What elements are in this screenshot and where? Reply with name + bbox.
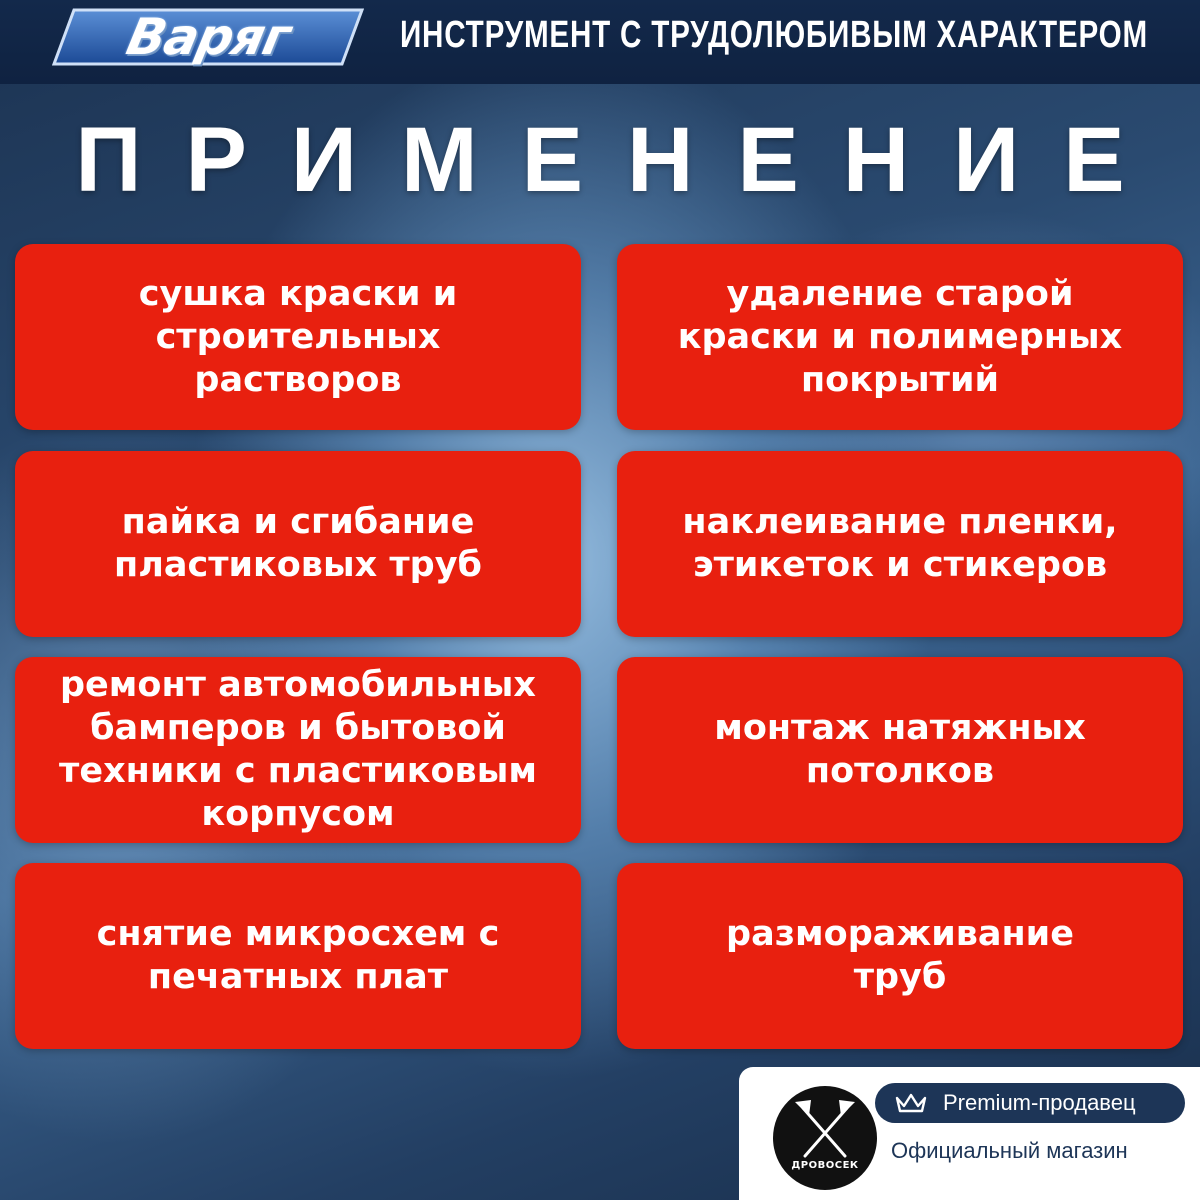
application-card-text: удаление старой краски и полимерных покрытий xyxy=(677,273,1123,400)
header-bar xyxy=(0,0,1200,84)
application-card xyxy=(617,244,1183,430)
logo-text: Варяг xyxy=(121,8,295,66)
application-card-text: наклеивание пленки, этикеток и стикеров xyxy=(682,502,1118,585)
premium-seller-badge xyxy=(875,1083,1185,1123)
premium-label: Premium-продавец xyxy=(943,1090,1136,1115)
application-card xyxy=(15,244,581,430)
page-title: ПРИМЕНЕНИЕ xyxy=(75,109,1169,211)
seller-logo-text: ДРОВОСЕК xyxy=(791,1160,859,1171)
application-card xyxy=(617,657,1183,843)
application-card-text: размораживание труб xyxy=(726,914,1074,997)
application-card-text: монтаж натяжных потолков xyxy=(714,708,1086,791)
application-card-text: снятие микросхем с печатных плат xyxy=(96,914,500,997)
brand-tagline: ИНСТРУМЕНТ С ТРУДОЛЮБИВЫМ ХАРАКТЕРОМ xyxy=(400,14,1148,56)
crown-icon xyxy=(895,1092,927,1114)
application-card-text: пайка и сгибание пластиковых труб xyxy=(114,502,482,585)
crossed-axes-icon xyxy=(773,1086,877,1190)
seller-badge[interactable] xyxy=(739,1067,1200,1200)
application-card xyxy=(617,863,1183,1049)
application-card xyxy=(15,657,581,843)
official-store-label: Официальный магазин xyxy=(891,1138,1128,1163)
application-card-text: сушка краски и строительных растворов xyxy=(138,273,458,400)
brand-logo[interactable] xyxy=(52,6,364,68)
seller-logo[interactable] xyxy=(773,1086,877,1190)
application-card xyxy=(15,863,581,1049)
application-card xyxy=(617,451,1183,637)
application-card-text: ремонт автомобильных бамперов и бытовой техники с пластиковым корпусом xyxy=(59,665,537,834)
application-card xyxy=(15,451,581,637)
